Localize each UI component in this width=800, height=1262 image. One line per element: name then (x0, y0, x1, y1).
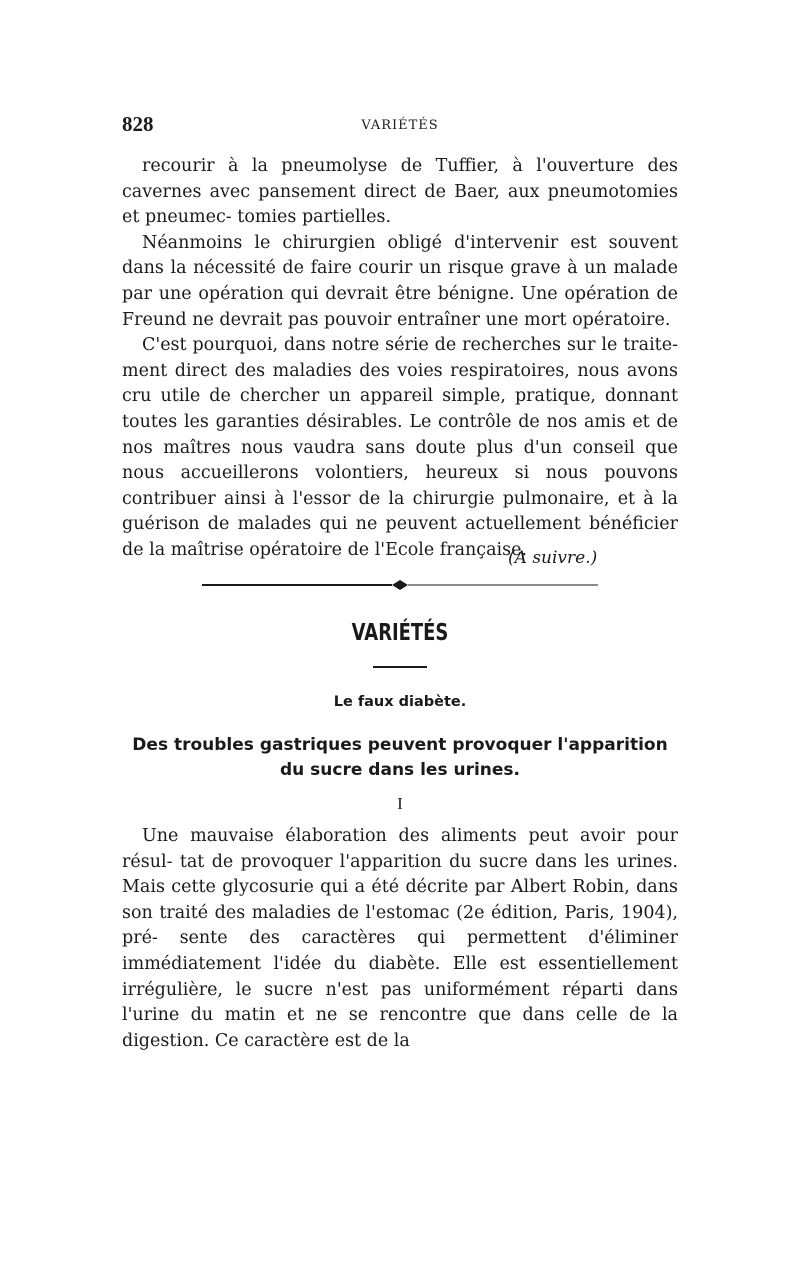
paragraph: recourir à la pneumolyse de Tuffier, à l'ouverture des cavernes avec pansement direct de Baer, aux pneumotomies et pneumec- tomies partielles. (122, 156, 678, 228)
paragraph: C'est pourquoi, dans notre série de recherches sur le traite- ment direct des maladies des voies respiratoires, nous avons cru utile de chercher un appareil simple, pratique, donnant toutes les garanties désirables. Le contrôle de nos amis et de nos maîtres nous vaudra sans doute plus d'un conseil que nous accueillerons volontiers, heureux si nous pouvons contribuer ainsi à l'essor de la chirurgie pulmonaire, et à la guérison de malades qui ne peuvent actuellement bénéficier de la maîtrise opératoire de l'Ecole française. (122, 335, 678, 560)
section-title: VARIÉTÉS (351, 620, 449, 646)
paragraph: Néanmoins le chirurgien obligé d'intervenir est souvent dans la nécessité de faire courir un risque grave à un malade par une opération qui devrait être bénigne. Une opération de Freund ne devrait pas pouvoir entraîner une mort opératoire. (122, 232, 678, 330)
continued-article-text (122, 154, 678, 564)
ornamental-divider (202, 578, 598, 592)
title-rule (373, 666, 427, 668)
to-be-continued-note: (A suivre.) (508, 548, 598, 568)
article-body (122, 824, 678, 1054)
running-head (122, 112, 678, 142)
part-numeral: I (397, 794, 403, 813)
article-title: Des troubles gastriques peuvent provoquer l'apparition du sucre dans les urines. (132, 735, 668, 780)
paragraph: Une mauvaise élaboration des aliments peut avoir pour résul- tat de provoquer l'apparition du sucre dans les urines. Mais cette glycosurie qui a été décrite par Albert Robin, dans son traité des maladies de l'estomac (2e édition, Paris, 1904), pré- sente des caractères qui permettent d'éliminer immédiatement l'idée du diabète. Elle est essentiellement irrégulière, le sucre n'est pas uniformément réparti dans l'urine du matin et ne se rencontre que dans celle de la digestion. Ce caractère est de la (122, 826, 678, 1051)
running-title: VARIÉTÉS (361, 118, 439, 133)
page-number: 828 (122, 112, 154, 136)
article-subtitle: Le faux diabète. (333, 694, 467, 710)
